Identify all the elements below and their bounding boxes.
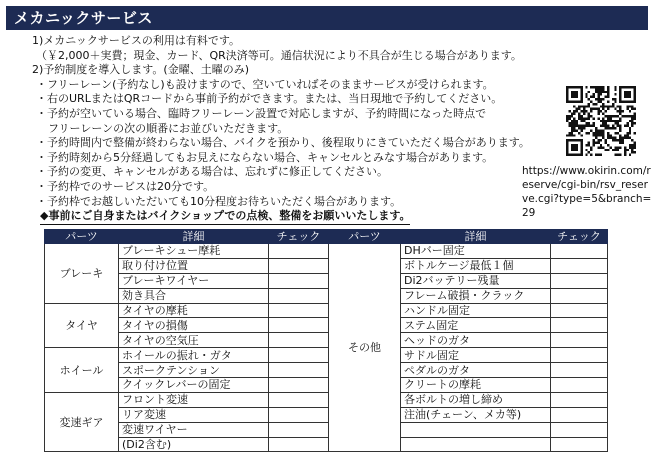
check-cell[interactable] [551,437,608,452]
detail-cell [401,437,551,452]
part-category: ホイール [45,348,119,393]
table-row [45,407,608,422]
check-cell[interactable] [551,273,608,288]
check-cell[interactable] [269,288,329,303]
table-row [45,437,608,452]
detail-cell: フレーム破損・クラック [401,288,551,303]
check-cell[interactable] [551,244,608,259]
detail-cell: サドル固定 [401,348,551,363]
check-cell[interactable] [551,348,608,363]
detail-cell: ステム固定 [401,318,551,333]
text-line: （￥2,000＋実費；現金、カード、QR決済等可。通信状況により不具合が生じる場合があります。 [36,48,522,62]
detail-cell: タイヤの損傷 [119,318,269,333]
header-parts: パーツ [329,230,401,244]
detail-cell: クイックレバーの固定 [119,378,269,393]
detail-cell: スポークテンション [119,363,269,378]
detail-cell: DHバー固定 [401,244,551,259]
detail-cell: 効き具合 [119,288,269,303]
check-cell[interactable] [269,348,329,363]
part-category: ブレーキ [45,244,119,304]
header-check: チェック [551,230,608,244]
checklist-table [44,229,608,452]
check-cell[interactable] [269,318,329,333]
header-detail: 詳細 [401,230,551,244]
text-line: 2)予約制度を導入します。(金曜、土曜のみ) [32,63,249,77]
table-row [45,363,608,378]
header-parts: パーツ [45,230,119,244]
detail-cell [401,422,551,437]
detail-cell: (Di2含む) [119,437,269,452]
detail-cell: ペダルのガタ [401,363,551,378]
check-cell[interactable] [551,318,608,333]
check-cell[interactable] [269,407,329,422]
check-cell[interactable] [269,363,329,378]
check-cell[interactable] [551,422,608,437]
detail-cell: 注油(チェーン、メカ等) [401,407,551,422]
service-description [20,34,560,209]
check-cell[interactable] [551,258,608,273]
text-line: ・予約が空いている場合、臨時フリーレーン設置で対応しますが、予約時間になった時点で [36,106,487,120]
detail-cell: タイヤの摩耗 [119,303,269,318]
detail-cell: 変速ワイヤー [119,422,269,437]
detail-cell: タイヤの空気圧 [119,333,269,348]
check-cell[interactable] [551,378,608,393]
text-line: ・予約枠でのサービスは20分です。 [36,179,215,193]
part-category: 変速ギア [45,392,119,452]
check-cell[interactable] [551,303,608,318]
table-row [45,318,608,333]
detail-cell: フロント変速 [119,392,269,407]
table-row [45,273,608,288]
table-row [45,288,608,303]
table-row [45,258,608,273]
table-row [45,333,608,348]
table-row [45,244,608,259]
text-line: ・予約の変更、キャンセルがある場合は、忘れずに修正してください。 [36,165,388,179]
detail-cell: ブレーキシュー摩耗 [119,244,269,259]
check-cell[interactable] [269,378,329,393]
check-cell[interactable] [551,392,608,407]
table-row [45,378,608,393]
check-cell[interactable] [269,392,329,407]
header-detail: 詳細 [119,230,269,244]
check-cell[interactable] [551,288,608,303]
text-line: ・予約時間内で整備が終わらない場合、バイクを預かり、後程取りにきていただく場合があります。 [36,136,530,150]
detail-cell: 取り付け位置 [119,258,269,273]
inspection-notice: ◆事前にご自身またはバイクショップでの点検、整備をお願いいたします。 [40,209,410,225]
check-cell[interactable] [269,258,329,273]
table-row [45,422,608,437]
detail-cell: 各ボルトの増し締め [401,392,551,407]
header-check: チェック [269,230,329,244]
detail-cell: ホイールの振れ・ガタ [119,348,269,363]
text-line: ・予約時刻から5分経過してもお見えにならない場合、キャンセルとみなす場合があります。 [36,150,494,164]
detail-cell: クリートの摩耗 [401,378,551,393]
part-category: タイヤ [45,303,119,348]
detail-cell: Di2バッテリー残量 [401,273,551,288]
check-cell[interactable] [269,333,329,348]
table-header-row [45,230,608,244]
table-row [45,303,608,318]
reservation-url[interactable]: https://www.okirin.com/reserve/cgi-bin/rsv_reserve.cgi?type=5&branch=29 [522,165,652,219]
check-cell[interactable] [551,333,608,348]
part-category: その他 [329,244,401,452]
table-row [45,392,608,407]
text-line: ・フリーレーン(予約なし)も設けますので、空いていればそのままサービスが受けられます。 [36,77,494,91]
check-cell[interactable] [269,273,329,288]
check-cell[interactable] [551,363,608,378]
detail-cell: ハンドル固定 [401,303,551,318]
text-line: フリーレーンの次の順番にお並びいただきます。 [48,121,289,135]
check-cell[interactable] [269,303,329,318]
detail-cell: ブレーキワイヤー [119,273,269,288]
detail-cell: ヘッドのガタ [401,333,551,348]
detail-cell: ボトルケージ最低１個 [401,258,551,273]
text-line: ・予約枠でお越しいただいても10分程度お待ちいただく場合があります。 [36,194,402,208]
detail-cell: リア変速 [119,407,269,422]
check-cell[interactable] [269,244,329,259]
check-cell[interactable] [269,437,329,452]
text-line: ・右のURLまたはQRコードから事前予約ができます。または、当日現地で予約してください。 [36,92,503,106]
check-cell[interactable] [551,407,608,422]
text-line: 1)メカニックサービスの利用は有料です。 [32,34,240,47]
table-row [45,348,608,363]
check-cell[interactable] [269,422,329,437]
qr-code-icon[interactable] [566,86,636,156]
page-title: メカニックサービス [6,6,648,30]
